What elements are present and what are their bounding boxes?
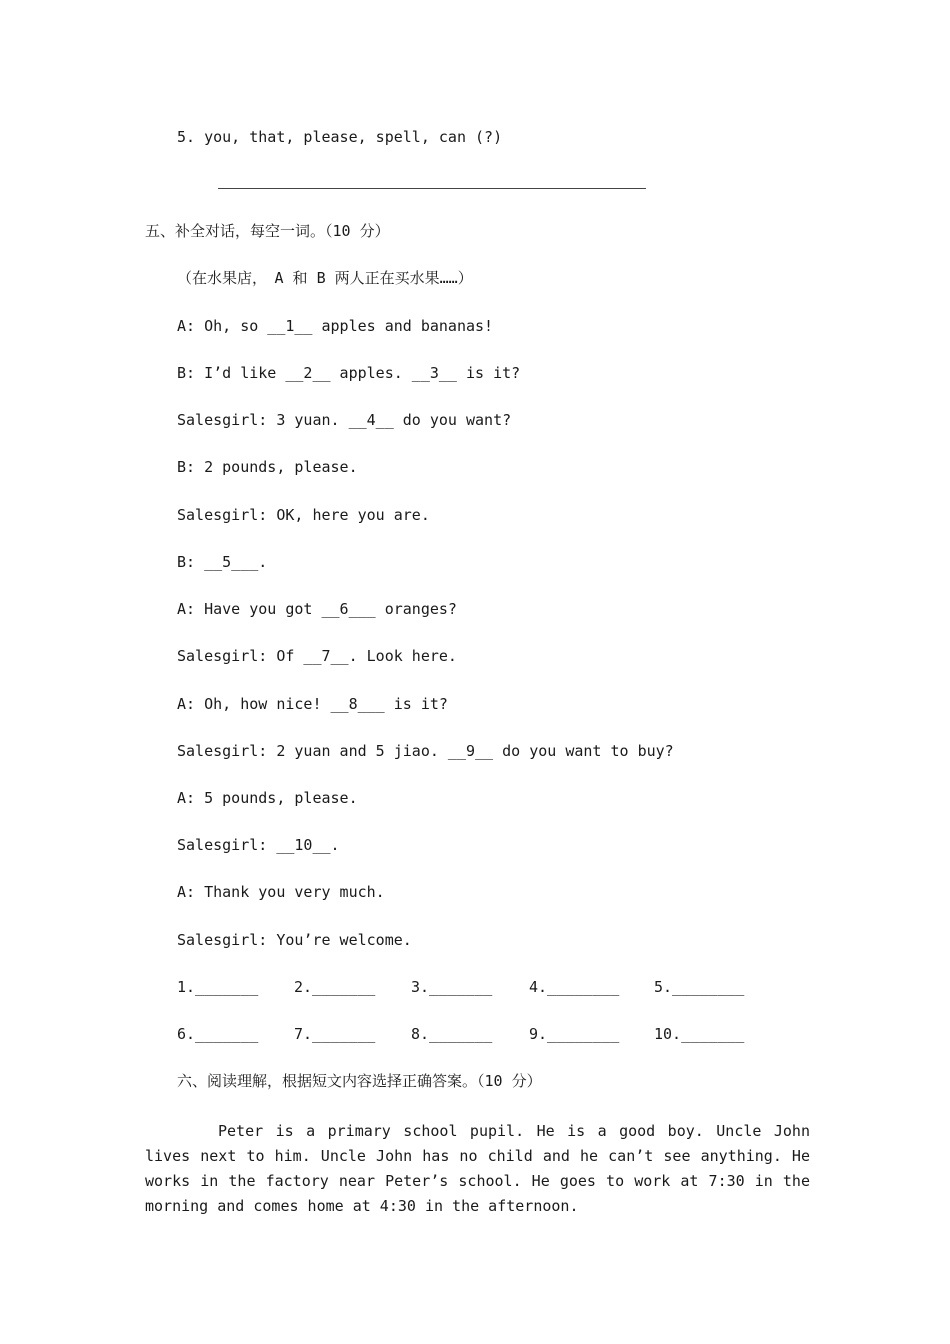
answer-blanks-row-2 (177, 1024, 777, 1044)
dialogue-line: Salesgirl: OK, here you are. (177, 506, 430, 524)
answer-blank-3[interactable]: 3._______ (411, 978, 493, 996)
answer-blank-5[interactable]: 5.________ (654, 978, 745, 996)
dialogue-line: B: 2 pounds, please. (177, 458, 358, 476)
dialogue-line: Salesgirl: Of __7__. Look here. (177, 647, 457, 665)
answer-blank-10[interactable]: 10._______ (654, 1025, 745, 1043)
dialogue-line: A: Thank you very much. (177, 883, 385, 901)
dialogue-line: B: I’d like __2__ apples. __3__ is it? (177, 364, 521, 382)
reading-passage: Peter is a primary school pupil. He is a good boy. Uncle John lives next to him. Uncle John has no child and he can’t see anything. He works in the factory near Peter’s school. He goes to work at 7:30 in the morning and comes home at 4:30 in the afternoon. (145, 1122, 810, 1215)
dialogue-line: Salesgirl: You’re welcome. (177, 931, 412, 949)
answer-blanks-row-1 (177, 977, 777, 997)
answer-blank-7[interactable]: 7._______ (294, 1025, 376, 1043)
dialogue-line: A: 5 pounds, please. (177, 789, 358, 807)
dialogue-line: B: __5___. (177, 553, 268, 571)
answer-line (218, 188, 646, 189)
answer-blank-4[interactable]: 4.________ (529, 978, 620, 996)
dialogue-line: A: Have you got __6___ oranges? (177, 600, 457, 618)
answer-blank-2[interactable]: 2._______ (294, 978, 376, 996)
answer-blank-9[interactable]: 9.________ (529, 1025, 620, 1043)
scene-description: （在水果店， A 和 B 两人正在买水果……） (177, 269, 473, 287)
dialogue-line: Salesgirl: 3 yuan. __4__ do you want? (177, 411, 512, 429)
question-5: 5. you, that, please, spell, can (?) (177, 128, 503, 146)
dialogue-line: Salesgirl: __10__. (177, 836, 340, 854)
answer-blank-1[interactable]: 1._______ (177, 978, 259, 996)
section-5-title: 五、补全对话，每空一词。（10 分） (145, 222, 390, 240)
answer-blank-8[interactable]: 8._______ (411, 1025, 493, 1043)
dialogue-line: Salesgirl: 2 yuan and 5 jiao. __9__ do you want to buy? (177, 742, 674, 760)
dialogue-line: A: Oh, so __1__ apples and bananas! (177, 317, 494, 335)
answer-blank-6[interactable]: 6._______ (177, 1025, 259, 1043)
section-6-title: 六、阅读理解，根据短文内容选择正确答案。（10 分） (177, 1072, 542, 1090)
dialogue-line: A: Oh, how nice! __8___ is it? (177, 695, 448, 713)
